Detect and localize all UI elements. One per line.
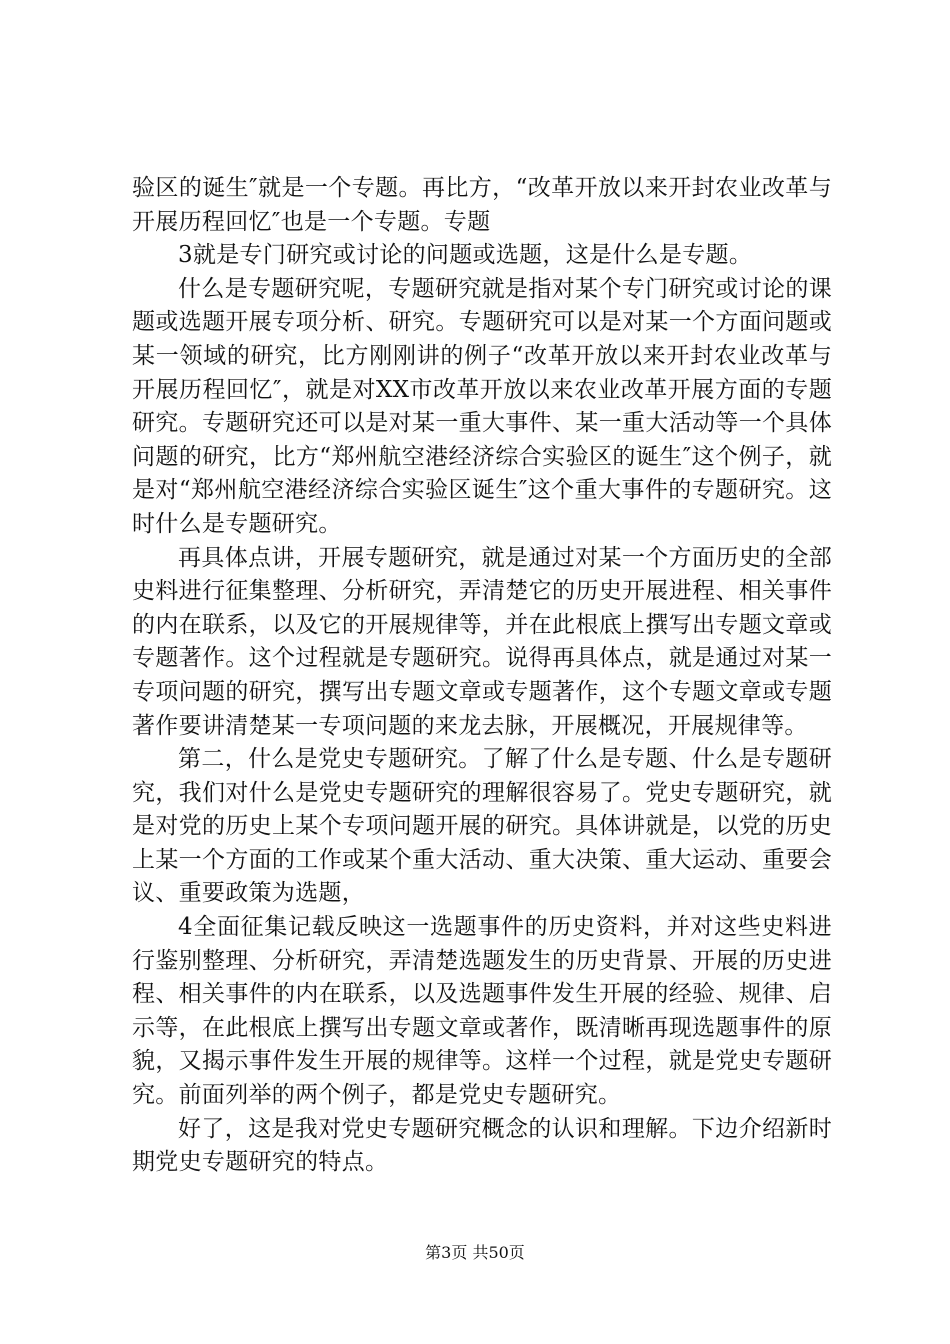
page-footer: 第3页 共50页 [425,1243,525,1262]
paragraph-1: 验区的诞生″就是一个专题。再比方，“改革开放以来开封农业改革与开展历程回忆″也是一个专题。专题 [132,175,832,235]
paragraph-2: 3就是专门研究或讨论的问题或选题，这是什么是专题。 [178,242,753,269]
paragraph-6: 4全面征集记载反映这一选题事件的历史资料，并对这些史料进行鉴别整理、分析研究，弄清楚选题发生的历史背景、开展的历史进程、相关事件的内在联系，以及选题事件发生开展的经验、规律、启示等，在此根底上撰写出专题文章或著作，既清晰再现选题事件的原貌，又揭示事件发生开展的规律等。这样一个过程，就是党史专题研究。前面列举的两个例子，都是党史专题研究。 [132,914,832,1109]
document-body [132,172,832,1180]
paragraph-7: 好了，这是我对党史专题研究概念的认识和理解。下边介绍新时期党史专题研究的特点。 [132,1115,832,1176]
paragraph-4: 再具体点讲，开展专题研究，就是通过对某一个方面历史的全部史料进行征集整理、分析研究，弄清楚它的历史开展进程、相关事件的内在联系，以及它的开展规律等，并在此根底上撰写出专题文章或专题著作。这个过程就是专题研究。说得再具体点，就是通过对某一专项问题的研究，撰写出专题文章或专题著作，这个专题文章或专题著作要讲清楚某一专项问题的来龙去脉，开展概况，开展规律等。 [132,544,832,739]
paragraph-5: 第二，什么是党史专题研究。了解了什么是专题、什么是专题研究，我们对什么是党史专题研究的理解很容易了。党史专题研究，就是对党的历史上某个专项问题开展的研究。具体讲就是，以党的历史上某一个方面的工作或某个重大活动、重大决策、重大运动、重要会议、重要政策为选题， [132,746,832,907]
paragraph-3: 什么是专题研究呢，专题研究就是指对某个专门研究或讨论的课题或选题开展专项分析、研究。专题研究可以是对某一个方面问题或某一领域的研究，比方刚刚讲的例子“改革开放以来开封农业改革与开展历程回忆″，就是对XX市改革开放以来农业改革开展方面的专题研究。专题研究还可以是对某一重大事件、某一重大活动等一个具体问题的研究，比方“郑州航空港经济综合实验区的诞生″这个例子，就是对“郑州航空港经济综合实验区诞生″这个重大事件的专题研究。这时什么是专题研究。 [132,275,832,537]
